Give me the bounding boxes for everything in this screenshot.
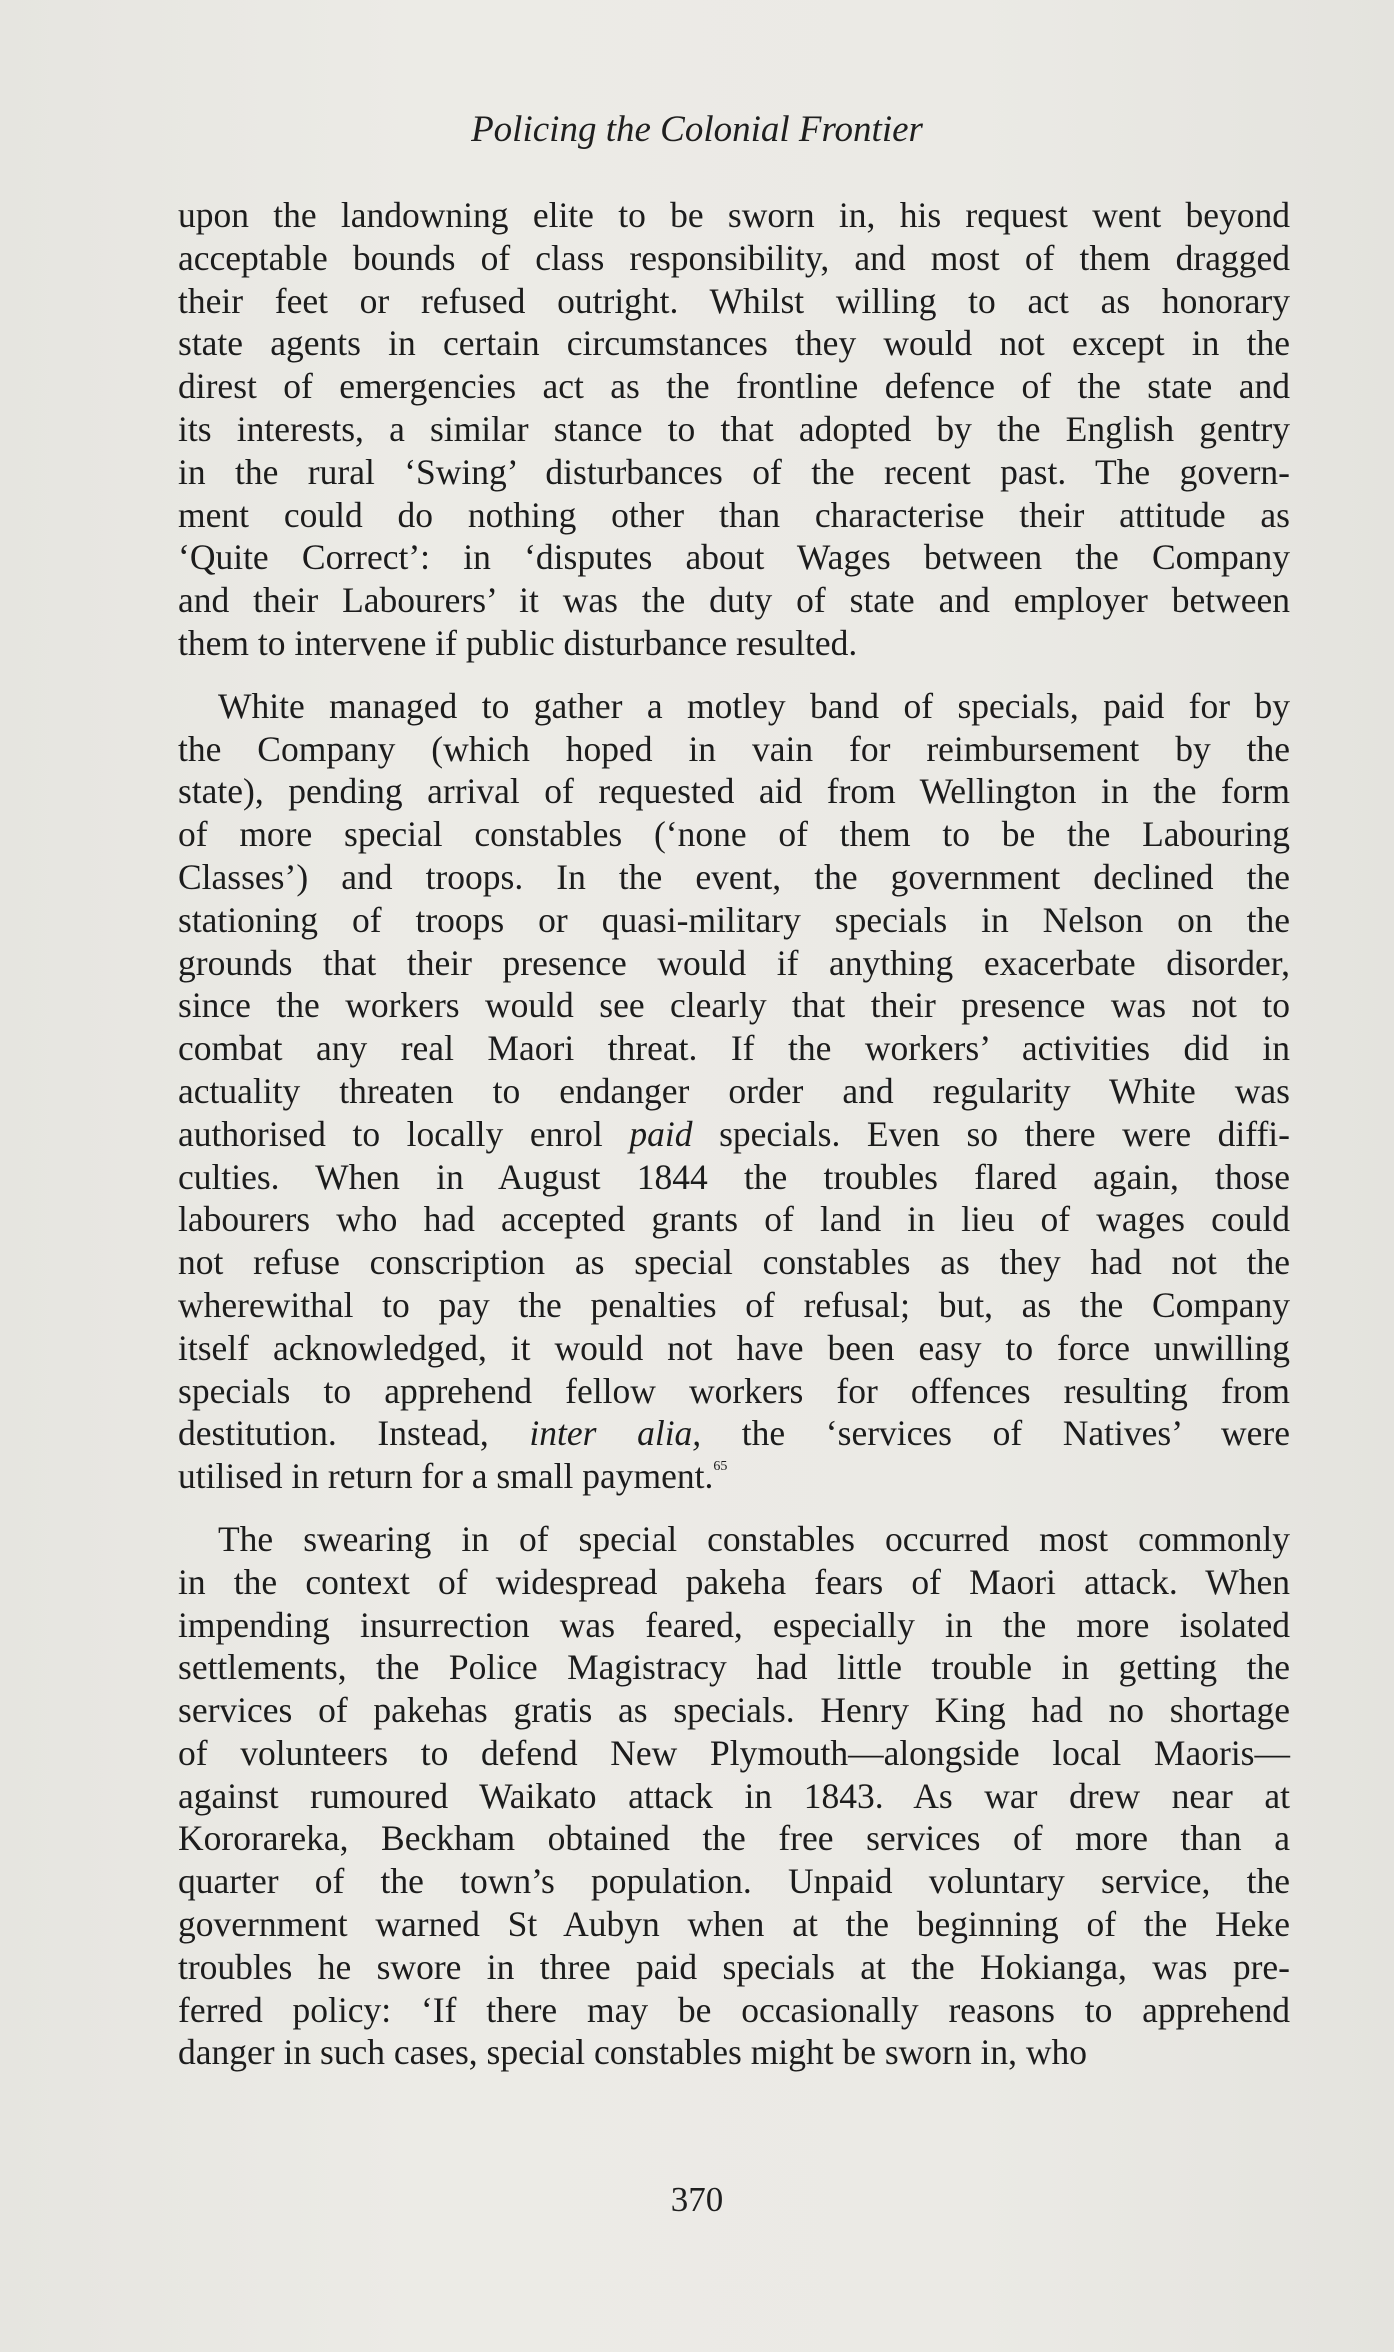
text-line: their feet or refused outright. Whilst willing to act as honorary (178, 280, 1290, 321)
text-line: troubles he swore in three paid specials at the Hokianga, was pre- (178, 1946, 1290, 1987)
text-line: direst of emergencies act as the frontline defence of the state and (178, 366, 1290, 407)
text-line: of more special constables (‘none of them to be the Labouring (178, 814, 1290, 855)
text-line: destitution. Instead, inter alia, the ‘services of Natives’ were (178, 1413, 1291, 1454)
text-line: culties. When in August 1844 the troubles flared again, those (178, 1156, 1290, 1197)
text-line: government warned St Aubyn when at the beginning of the Heke (178, 1904, 1290, 1945)
text-line: stationing of troops or quasi-military specials in Nelson on the (178, 899, 1290, 940)
text-line: ‘Quite Correct’: in ‘disputes about Wages between the Company (178, 537, 1290, 578)
text-line: them to intervene if public disturbance resulted. (178, 622, 858, 663)
text-line: authorised to locally enrol paid specials. Even so there were diffi- (178, 1113, 1290, 1154)
text-line: of volunteers to defend New Plymouth—alongside local Maoris— (178, 1732, 1290, 1773)
paragraph-2 (178, 685, 1290, 1498)
text-line: its interests, a similar stance to that adopted by the English gentry (178, 408, 1290, 449)
text-line: quarter of the town’s population. Unpaid voluntary service, the (178, 1861, 1290, 1902)
text-line: grounds that their presence would if anything exacerbate disorder, (178, 942, 1290, 983)
text-line: itself acknowledged, it would not have been easy to force unwilling (178, 1327, 1290, 1368)
text-line: not refuse conscription as special constables as they had not the (178, 1242, 1290, 1283)
text-line: the Company (which hoped in vain for reimbursement by the (178, 728, 1290, 769)
text-line: actuality threaten to endanger order and regularity White was (178, 1070, 1290, 1111)
text-line: and their Labourers’ it was the duty of state and employer between (178, 580, 1290, 621)
text-line: danger in such cases, special constables might be sworn in, who (178, 2032, 1087, 2073)
italic-text: paid (629, 1113, 693, 1154)
text-line: services of pakehas gratis as specials. Henry King had no shortage (178, 1690, 1290, 1731)
text-line: ferred policy: ‘If there may be occasionally reasons to apprehend (178, 1989, 1290, 2030)
text-line: state), pending arrival of requested aid from Wellington in the form (178, 771, 1290, 812)
text-line: ment could do nothing other than characterise their attitude as (178, 494, 1290, 535)
text-line: Kororareka, Beckham obtained the free services of more than a (178, 1818, 1290, 1859)
text-line: acceptable bounds of class responsibility, and most of them dragged (178, 237, 1290, 278)
text-line: White managed to gather a motley band of specials, paid for by (218, 685, 1290, 726)
text-line: labourers who had accepted grants of land in lieu of wages could (178, 1199, 1290, 1240)
italic-text: inter alia, (529, 1413, 702, 1454)
text-line: since the workers would see clearly that their presence was not to (178, 985, 1290, 1026)
text-line: wherewithal to pay the penalties of refusal; but, as the Company (178, 1284, 1290, 1325)
text-line: specials to apprehend fellow workers for offences resulting from (178, 1370, 1290, 1411)
body-text (178, 194, 1290, 2094)
text-line: The swearing in of special constables occurred most commonly (218, 1518, 1290, 1559)
text-line: utilised in return for a small payment.$^{65}$ (178, 1456, 728, 1497)
text-line: combat any real Maori threat. If the workers’ activities did in (178, 1028, 1290, 1069)
text-line: impending insurrection was feared, especially in the more isolated (178, 1604, 1290, 1645)
paragraph-3 (178, 1518, 1290, 2074)
text-line: in the context of widespread pakeha fears of Maori attack. When (178, 1561, 1290, 1602)
running-head: Policing the Colonial Frontier (471, 109, 923, 150)
text-line: state agents in certain circumstances they would not except in the (178, 323, 1290, 364)
footnote-ref: 65 (713, 1459, 728, 1475)
text-line: in the rural ‘Swing’ disturbances of the recent past. The govern- (178, 451, 1290, 492)
text-line: settlements, the Police Magistracy had little trouble in getting the (178, 1647, 1290, 1688)
text-line: Classes’) and troops. In the event, the government declined the (178, 856, 1290, 897)
page-number: 370 (670, 2180, 724, 2219)
text-line: upon the landowning elite to be sworn in, his request went beyond (178, 195, 1290, 235)
text-line: against rumoured Waikato attack in 1843. As war drew near at (178, 1775, 1290, 1816)
paragraph-1 (178, 194, 1290, 665)
